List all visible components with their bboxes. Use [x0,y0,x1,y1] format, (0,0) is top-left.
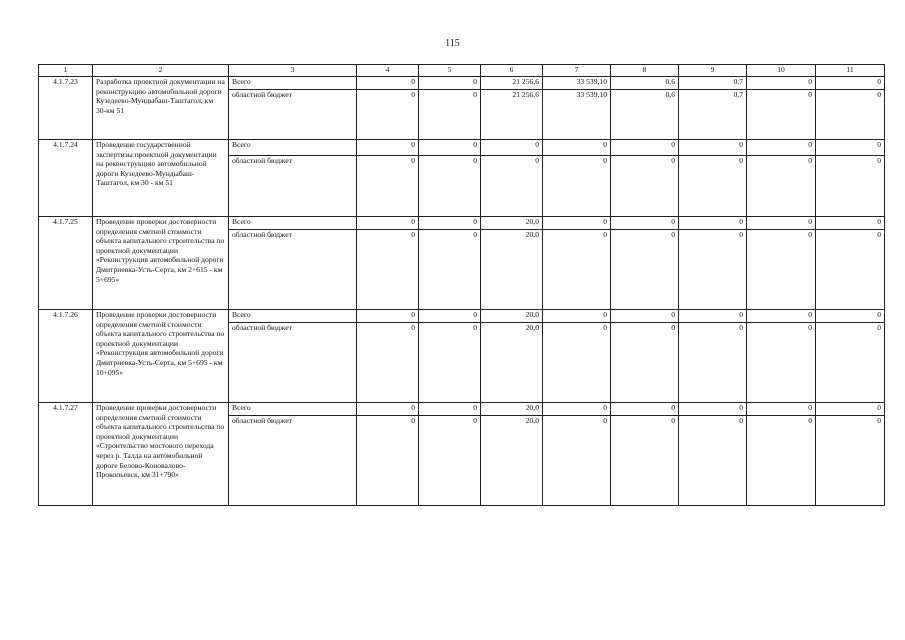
funding-source: Всего [229,310,357,323]
amount-cell: 0 [747,90,816,140]
item-code: 4.1.7.26 [39,310,93,403]
amount-cell: 0 [679,140,747,156]
amount-cell: 0 [747,310,816,323]
amount-cell: 0 [357,230,419,310]
amount-cell: 21 256,6 [481,90,543,140]
amount-cell: 0 [611,403,679,416]
amount-cell: 0 [357,156,419,217]
amount-cell: 0 [611,416,679,506]
column-header: 5 [419,65,481,77]
amount-cell: 0 [419,310,481,323]
funding-source: областной бюджет [229,416,357,506]
amount-cell: 0 [679,310,747,323]
table-row [39,217,885,230]
amount-cell: 0 [357,140,419,156]
amount-cell: 0 [543,230,611,310]
amount-cell: 0 [679,323,747,403]
amount-cell: 0 [357,77,419,90]
column-header: 4 [357,65,419,77]
column-header: 10 [747,65,816,77]
amount-cell: 0 [357,323,419,403]
column-header: 3 [229,65,357,77]
amount-cell: 0 [543,217,611,230]
column-header: 6 [481,65,543,77]
column-header: 1 [39,65,93,77]
amount-cell: 0 [679,416,747,506]
amount-cell: 0 [543,416,611,506]
amount-cell: 0,7 [679,77,747,90]
amount-cell: 0 [747,416,816,506]
amount-cell: 0 [543,403,611,416]
page-number: 115 [445,38,460,49]
amount-cell: 0 [611,230,679,310]
amount-cell: 0 [611,156,679,217]
funding-source: областной бюджет [229,323,357,403]
amount-cell: 0,7 [679,90,747,140]
table-body [39,77,885,506]
funding-source: областной бюджет [229,156,357,217]
item-name: Проведение проверки достоверности определения сметной стоимости объекта капитального строительства по проектной документации «Реконструкция автомобильной дороги Дмитриевка-Усть-Серта, км 5+695 - км 10+095» [93,310,229,403]
header-row [39,65,885,77]
item-name: Проведение государственной экспертизы проектной документации на реконструкцию автомобильной дороги Кузедеево-Мундыбаш-Таштагол, км 30 - км 51 [93,140,229,217]
amount-cell: 0 [816,217,885,230]
amount-cell: 0 [419,90,481,140]
amount-cell: 33 539,10 [543,77,611,90]
amount-cell: 0 [816,323,885,403]
amount-cell: 0 [747,230,816,310]
table-row [39,310,885,323]
table-row [39,403,885,416]
amount-cell: 0 [747,156,816,217]
amount-cell: 0 [679,230,747,310]
amount-cell: 0 [816,416,885,506]
amount-cell: 0,6 [611,77,679,90]
amount-cell: 0 [679,156,747,217]
amount-cell: 0 [611,323,679,403]
amount-cell: 0 [419,217,481,230]
amount-cell: 0 [816,140,885,156]
amount-cell: 0 [816,310,885,323]
amount-cell: 0 [419,77,481,90]
amount-cell: 0 [419,323,481,403]
amount-cell: 0 [357,90,419,140]
amount-cell: 0 [611,310,679,323]
funding-source: Всего [229,217,357,230]
amount-cell: 0 [816,90,885,140]
amount-cell: 0 [357,217,419,230]
amount-cell: 0 [419,230,481,310]
amount-cell: 20,0 [481,403,543,416]
amount-cell: 0 [543,310,611,323]
amount-cell: 0 [543,156,611,217]
column-header: 9 [679,65,747,77]
funding-source: областной бюджет [229,90,357,140]
amount-cell: 0 [611,217,679,230]
amount-cell: 0 [747,323,816,403]
amount-cell: 0 [747,217,816,230]
amount-cell: 0 [543,140,611,156]
amount-cell: 0 [357,310,419,323]
amount-cell: 0 [747,140,816,156]
funding-source: областной бюджет [229,230,357,310]
amount-cell: 21 256,6 [481,77,543,90]
amount-cell: 0 [816,403,885,416]
amount-cell: 0 [611,140,679,156]
column-header: 7 [543,65,611,77]
funding-source: Всего [229,77,357,90]
amount-cell: 20,0 [481,217,543,230]
item-code: 4.1.7.25 [39,217,93,310]
amount-cell: 20,0 [481,416,543,506]
amount-cell: 20,0 [481,323,543,403]
item-name: Проведение проверки достоверности определения сметной стоимости объекта капитального строительства по проектной документации «Строительство мостового перехода через р. Талда на автомобильной дороге Белово-Коновалово-Прокопьевск, км 31+790» [93,403,229,506]
amount-cell: 0 [419,140,481,156]
funding-source: Всего [229,140,357,156]
amount-cell: 0 [419,403,481,416]
column-header: 8 [611,65,679,77]
amount-cell: 33 539,10 [543,90,611,140]
item-name: Проведение проверки достоверности определения сметной стоимости объекта капитального строительства по проектной документации «Реконструкция автомобильной дороги Дмитриевка-Усть-Серта, км 2+615 - км 5+695» [93,217,229,310]
amount-cell: 0 [816,230,885,310]
amount-cell: 20,0 [481,310,543,323]
budget-table [38,64,885,506]
amount-cell: 0 [747,77,816,90]
column-header: 2 [93,65,229,77]
amount-cell: 0 [357,416,419,506]
amount-cell: 0 [419,156,481,217]
amount-cell: 0 [543,323,611,403]
funding-source: Всего [229,403,357,416]
item-code: 4.1.7.27 [39,403,93,506]
amount-cell: 0,6 [611,90,679,140]
amount-cell: 0 [357,403,419,416]
amount-cell: 0 [481,140,543,156]
amount-cell: 0 [679,217,747,230]
amount-cell: 0 [481,156,543,217]
item-code: 4.1.7.24 [39,140,93,217]
item-name: Разработка проектной документации на реконструкцию автомобильной дороги Кузедеево-Мундыбаш-Таштагол, км 30-км 51 [93,77,229,140]
column-header: 11 [816,65,885,77]
amount-cell: 20,0 [481,230,543,310]
amount-cell: 0 [816,77,885,90]
amount-cell: 0 [679,403,747,416]
amount-cell: 0 [747,403,816,416]
item-code: 4.1.7.23 [39,77,93,140]
table-row [39,140,885,156]
amount-cell: 0 [816,156,885,217]
amount-cell: 0 [419,416,481,506]
table-row [39,77,885,90]
